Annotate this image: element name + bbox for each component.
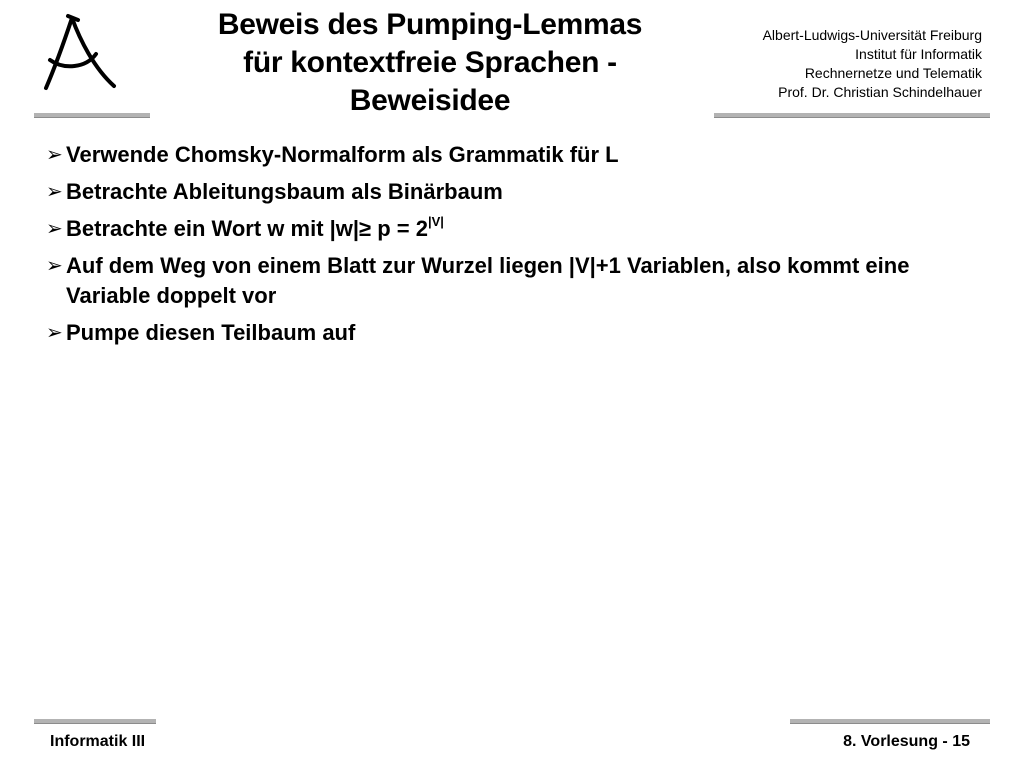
institution-department: Rechnernetze und Telematik [804, 65, 982, 81]
institution-university: Albert-Ludwigs-Universität Freiburg [762, 27, 982, 43]
header-divider-right [714, 113, 990, 118]
institution-institute: Institut für Informatik [855, 46, 982, 62]
title-line-3: Beweisidee [349, 84, 511, 117]
title-line-1: Beweis des Pumping-Lemmas [217, 8, 643, 41]
title-line-2: für kontextfreie Sprachen - [243, 46, 617, 79]
bullet-item [46, 251, 946, 311]
footer-lecture-page: 8. Vorlesung - 15 [843, 733, 970, 750]
arrow-bullet-icon: ➢ [46, 218, 63, 240]
bullet-text: Pumpe diesen Teilbaum auf [66, 320, 356, 345]
bullet-text: Betrachte ein Wort w mit |w|≥ p = 2 [66, 216, 428, 241]
slide-title [170, 6, 690, 120]
bullet-item [46, 214, 946, 244]
bullet-list [46, 140, 946, 355]
bullet-item [46, 177, 946, 207]
bullet-text: Auf dem Weg von einem Blatt zur Wurzel liegen |V|+1 Variablen, also kommt eine Variable doppelt vor [66, 253, 910, 308]
footer-divider-left [34, 719, 156, 724]
bullet-item [46, 140, 946, 170]
header-divider-left [34, 113, 150, 118]
university-logo [28, 10, 128, 94]
bullet-item [46, 318, 946, 348]
institution-block [763, 26, 982, 102]
bullet-text: Verwende Chomsky-Normalform als Grammatik für L [66, 142, 619, 167]
bullet-superscript: |V| [428, 214, 444, 229]
footer-course: Informatik III [50, 733, 146, 750]
arrow-bullet-icon: ➢ [46, 322, 63, 344]
arrow-bullet-icon: ➢ [46, 144, 63, 166]
footer-divider-right [790, 719, 990, 724]
arrow-bullet-icon: ➢ [46, 255, 63, 277]
arrow-bullet-icon: ➢ [46, 181, 63, 203]
bullet-text: Betrachte Ableitungsbaum als Binärbaum [66, 179, 503, 204]
institution-professor: Prof. Dr. Christian Schindelhauer [778, 84, 982, 100]
